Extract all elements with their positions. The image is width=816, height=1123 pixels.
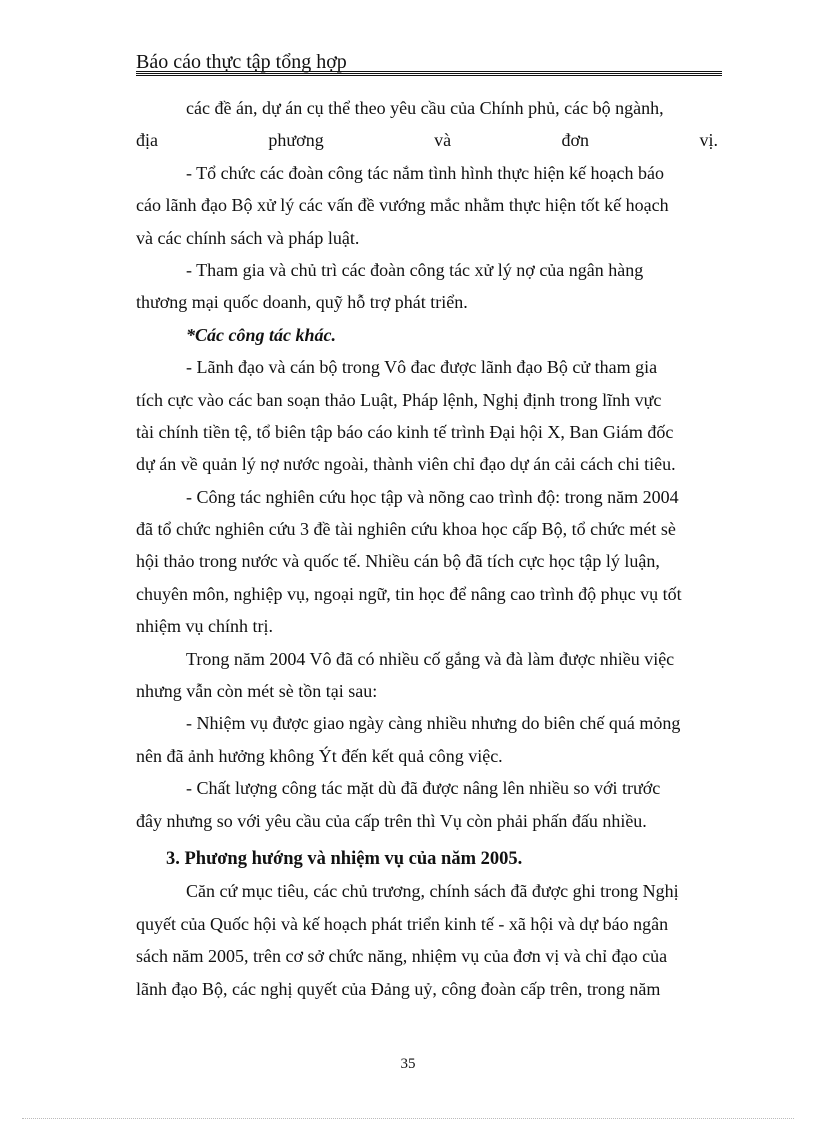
text-line: nhưng vẫn còn mét sè tồn tại sau: [136, 681, 378, 702]
section-heading: 3. Phương hướng và nhiệm vụ của năm 2005. [166, 848, 523, 869]
section-subheading: *Các công tác khác. [186, 324, 336, 345]
text-line: - Lãnh đạo và cán bộ trong Vô đac được lãnh đạo Bộ cử tham gia [186, 357, 658, 378]
header-rule [136, 71, 722, 72]
text-line: sách năm 2005, trên cơ sở chức năng, nhiệm vụ của đơn vị và chỉ đạo của [136, 946, 668, 967]
text-line: Trong năm 2004 Vô đã có nhiều cố gắng và đà làm được nhiều việc [186, 648, 675, 669]
text-line: hội thảo trong nước và quốc tế. Nhiều cán bộ đã tích cực học tập lý luận, [136, 551, 660, 572]
page-number: 35 [400, 1056, 416, 1072]
text-line: và các chính sách và pháp luật. [136, 227, 360, 248]
text-line: - Tổ chức các đoàn công tác nắm tình hình thực hiện kế hoạch báo [186, 162, 665, 183]
text-line: - Nhiệm vụ được giao ngày càng nhiều nhưng do biên chế quá mỏng [186, 713, 681, 734]
page-bottom-divider [22, 1118, 794, 1119]
document-body [136, 92, 718, 1005]
text-line: - Tham gia và chủ trì các đoàn công tác xử lý nợ của ngân hàng [186, 259, 644, 280]
text-line: tài chính tiền tệ, tổ biên tập báo cáo kinh tế trình Đại hội X, Ban Giám đốc [136, 421, 674, 442]
text-line: đã tổ chức nghiên cứu 3 đề tài nghiên cứu khoa học cấp Bộ, tổ chức mét sè [136, 519, 676, 540]
text-line: - Chất lượng công tác mặt dù đã được nâng lên nhiều so với trước [186, 778, 661, 799]
text-line: địa phương và đơn vị. [136, 130, 718, 151]
text-line: nên đã ảnh hưởng không Ýt đến kết quả công việc. [136, 745, 503, 766]
text-line: nhiệm vụ chính trị. [136, 616, 273, 637]
text-line: dự án về quản lý nợ nước ngoài, thành viên chỉ đạo dự án cải cách chi tiêu. [136, 454, 676, 475]
header-rule [136, 73, 722, 74]
text-line: Căn cứ mục tiêu, các chủ trương, chính sách đã được ghi trong Nghị [186, 881, 679, 902]
header-rule [136, 75, 722, 76]
text-line: quyết của Quốc hội và kế hoạch phát triển kinh tế - xã hội và dự báo ngân [136, 913, 669, 934]
text-line: đây nhưng so với yêu cầu của cấp trên thì Vụ còn phải phấn đấu nhiều. [136, 810, 647, 831]
text-line: lãnh đạo Bộ, các nghị quyết của Đảng uỷ, công đoàn cấp trên, trong năm [136, 978, 661, 999]
text-line: chuyên môn, nghiệp vụ, ngoại ngữ, tin học để nâng cao trình độ phục vụ tốt [136, 583, 682, 604]
text-line: tích cực vào các ban soạn thảo Luật, Pháp lệnh, Nghị định trong lĩnh vực [136, 389, 662, 410]
text-line: cáo lãnh đạo Bộ xử lý các vấn đề vướng mắc nhằm thực hiện tốt kế hoạch [136, 195, 669, 216]
header-title: Báo cáo thực tập tổng hợp [136, 51, 347, 73]
text-line: các đề án, dự án cụ thể theo yêu cầu của Chính phủ, các bộ ngành, [186, 98, 664, 118]
text-line: - Công tác nghiên cứu học tập và nõng cao trình độ: trong năm 2004 [186, 486, 679, 507]
text-line: thương mại quốc doanh, quỹ hỗ trợ phát triển. [136, 292, 468, 313]
